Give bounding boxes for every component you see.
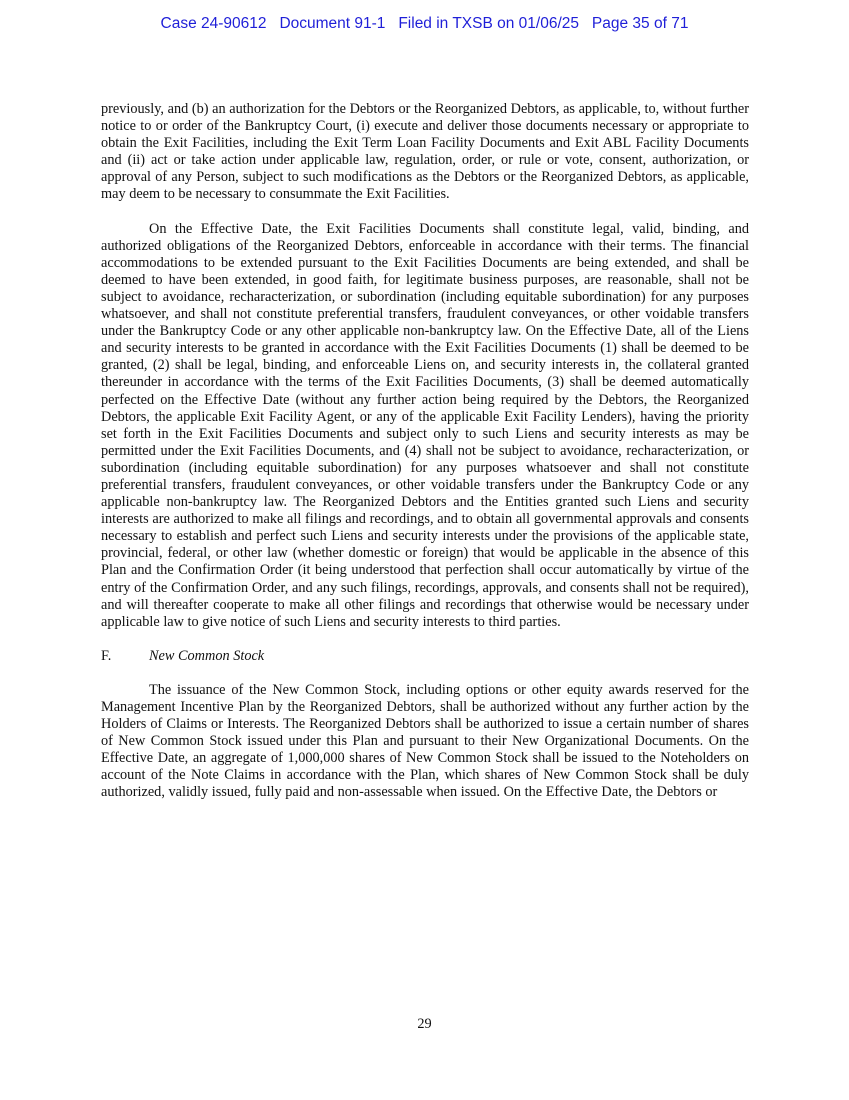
case-header: Case 24-90612 Document 91-1 Filed in TXSB on 01/06/25 Page 35 of 71 — [160, 15, 689, 32]
section-heading — [101, 648, 749, 665]
section-title: New Common Stock — [149, 647, 265, 664]
page-number: 29 — [417, 1016, 432, 1032]
paragraph-exit-facilities-documents: On the Effective Date, the Exit Facilities Documents shall constitute legal, valid, binding, and authorized obligations of the Reorganized Debtors, enforceable in accordance with their terms. The financial accommodations to be extended pursuant to the Exit Facilities Documents are being extended, and shall be deemed to have been extended, in good faith, for legitimate business purposes, are reasonable, shall not be subject to avoidance, recharacterization, or subordination (including equitable subordination) for any purposes whatsoever, and shall not constitute preferential transfers, fraudulent conveyances, or other voidable transfers under the Bankruptcy Code or any other applicable non-bankruptcy law. On the Effective Date, all of the Liens and security interests to be granted in accordance with the Exit Facilities Documents (1) shall be deemed to be granted, (2) shall be legal, binding, and enforceable Liens on, and security interests in, the collateral granted thereunder in accordance with the terms of the Exit Facilities Documents, (3) shall be deemed automatically perfected on the Effective Date (without any further action being required by the Debtors, the Reorganized Debtors, the applicable Exit Facility Agent, or any of the applicable Exit Facility Lenders), having the priority set forth in the Exit Facilities Documents and subject only to such Liens and security interests as may be permitted under the Exit Facilities Documents, and (4) shall not be subject to avoidance, recharacterization, or subordination (including equitable subordination) for any purposes whatsoever and shall not constitute preferential transfers, fraudulent conveyances, or other voidable transfers under the Bankruptcy Code or any applicable non-bankruptcy law. The Reorganized Debtors and the Entities granted such Liens and security interests are authorized to make all filings and recordings, and to obtain all governmental approvals and consents necessary to establish and perfect such Liens and security interests under the provisions of the applicable state, provincial, federal, or other law (whether domestic or foreign) that would be applicable in the absence of this Plan and the Confirmation Order (it being understood that perfection shall occur automatically by virtue of the entry of the Confirmation Order, and any such filings, recordings, approvals, and consents shall not be required), and will thereafter cooperate to make all other filings and recordings that otherwise would be necessary under applicable law to give notice of such Liens and security interests to third parties. — [101, 220, 749, 630]
document-body — [101, 101, 749, 819]
paragraph-new-common-stock: The issuance of the New Common Stock, including options or other equity awards reserved for the Management Incentive Plan by the Reorganized Debtors, shall be authorized without any further action by the Holders of Claims or Interests. The Reorganized Debtors shall be authorized to issue a certain number of shares of New Common Stock issued under this Plan and pursuant to their New Organizational Documents. On the Effective Date, an aggregate of 1,000,000 shares of New Common Stock shall be issued to the Noteholders on account of the Note Claims in accordance with the Plan, which shares of New Common Stock shall be duly authorized, validly issued, fully paid and non-assessable when issued. On the Effective Date, the Debtors or — [101, 681, 749, 801]
section-number: F. — [101, 647, 112, 664]
paragraph-exit-facilities-authorization: previously, and (b) an authorization for the Debtors or the Reorganized Debtors, as applicable, to, without further notice to or order of the Bankruptcy Court, (i) execute and deliver those documents necessary or appropriate to obtain the Exit Facilities, including the Exit Term Loan Facility Documents and Exit ABL Facility Documents and (ii) act or take action under applicable law, regulation, order, or rule or vote, consent, authorization, or approval of any Person, subject to such modifications as the Debtors or the Reorganized Debtors, as applicable, may deem to be necessary to consummate the Exit Facilities. — [101, 101, 749, 203]
